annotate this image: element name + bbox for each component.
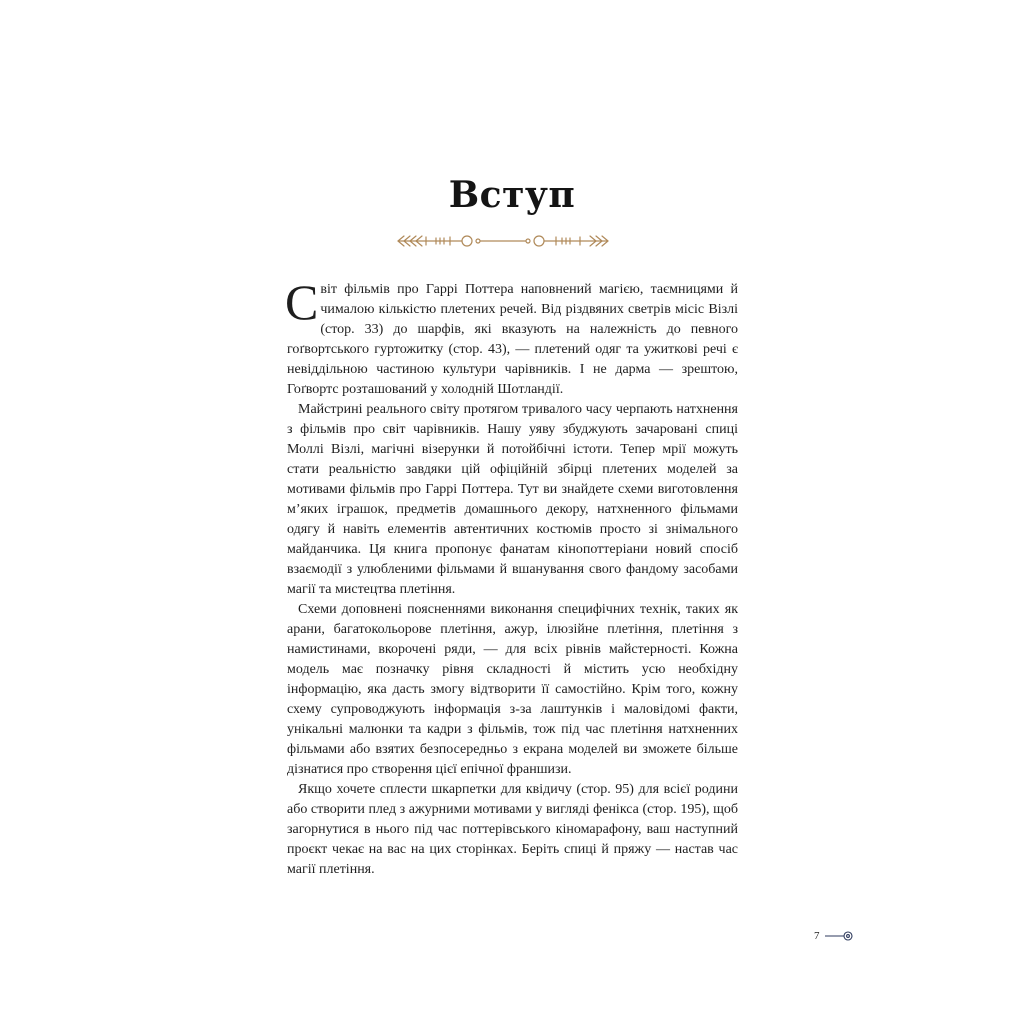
page-number: 7 [814, 930, 820, 942]
body-text [285, 274, 738, 880]
paragraph-4: Якщо хочете сплести шкарпетки для квідичу (стор. 95) для всієї родини або створити плед з ажурними мотивами у вигляді фенікса (стор. 195), щоб загорнутися в нього під час поттерівського кіномарафону, ваш наступний проєкт чекає на вас на цих сторінках. Беріть спиці й пряжу — настав час магії плетіння. [287, 782, 738, 877]
wand-ornament-icon [824, 930, 854, 942]
page-title: Вступ [448, 174, 576, 216]
drop-cap: С [285, 274, 319, 330]
paragraph-3: Схеми доповнені поясненнями виконання специфічних технік, таких як арани, багатокольорове плетіння, ажур, ілюзійне плетіння, плетіння з намистинами, вкорочені ряди, — для всіх рівнів майстерності. Кожна модель має позначку рівня складності й містить усю необхідну інформацію, яка дасть змогу відтворити її самостійно. Крім того, кожну схему супроводжують інформація з-за лаштунків і маловідомі факти, унікальні малюнки та кадри з фільмів, тож під час плетіння натхненних фільмами або взятих безпосередньо з екрана моделей ви зможете більше дізнатися про створення цієї епічної франшизи. [287, 602, 738, 777]
paragraph-1 [285, 274, 738, 400]
paragraph-2: Майстрині реального світу протягом тривалого часу черпають натхнення з фільмів про світ чарівників. Нашу уяву збуджують зачаровані спиці Моллі Візлі, магічні візерунки й потойбічні істоти. Тепер мрії можуть стати реальністю завдяки цій офіційній збірці плетених моделей за мотивами фільмів про Гаррі Поттера. Тут ви знайдете схеми виготовлення м’яких іграшок, предметів домашнього декору, натхненного фільмами одягу й навіть елементів автентичних костюмів просто зі знімального майданчика. Ця книга пропонує фанатам кінопоттеріани новий спосіб взаємодії з улюбленими фільмами й вшанування свого фандому засобами магії та мистецтва плетіння. [287, 402, 738, 597]
page-footer [814, 929, 854, 943]
ornamental-divider-icon [396, 233, 610, 249]
paragraph-1-text: віт фільмів про Гаррі Поттера наповнений магією, таємницями й чималою кількістю плетених речей. Від різдвяних светрів місіс Візлі (стор. 33) до шарфів, які вказують на належність до певного гоґвортського гуртожитку (стор. 43), — плетений одяг та ужиткові речі є невіддільною частиною культури чарівників. І не дарма — зрештою, Гоґвортс розташований у холодній Шотландії. [287, 282, 738, 397]
